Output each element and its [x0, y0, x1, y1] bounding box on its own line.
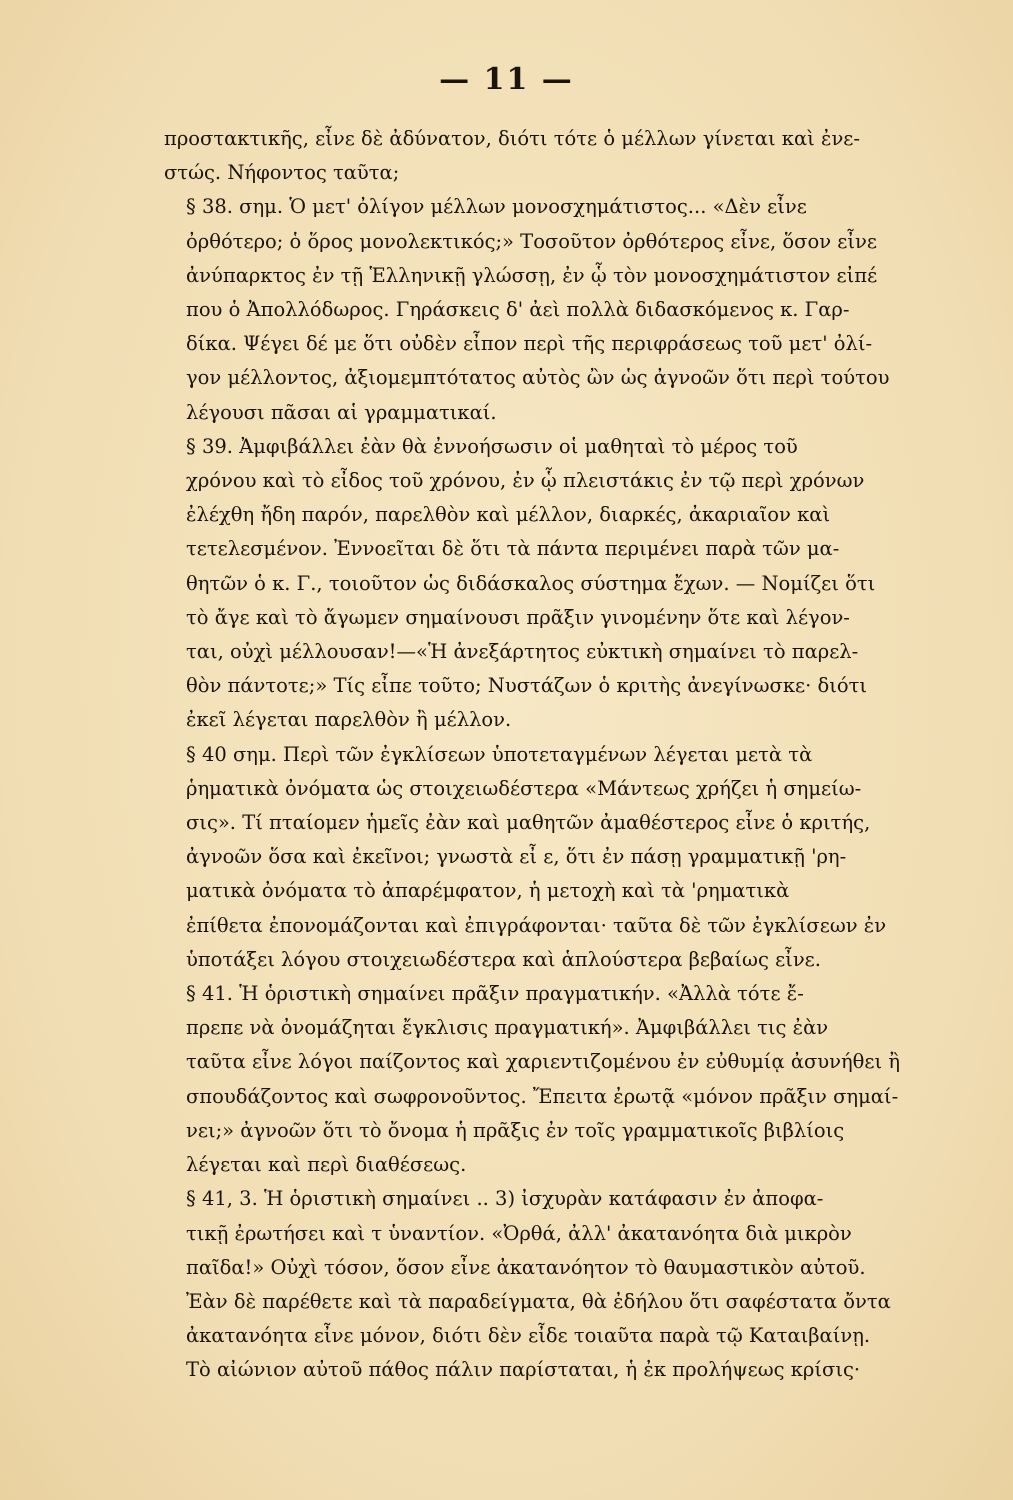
text-line: Τὸ αἰώνιον αὐτοῦ πάθος πάλιν παρίσταται, ἡ ἐκ προλήψεως κρίσις·: [186, 1358, 861, 1382]
paragraph-section-41: [164, 977, 906, 1182]
paragraph: [164, 122, 906, 190]
text-line: ὀρθότερο; ὁ ὅρος μονολεκτικός;» Τοσοῦτον ὀρθότερος εἶνε, ὅσον εἶνε: [186, 229, 877, 253]
text-line: § 40 σημ. Περὶ τῶν ἐγκλίσεων ὑποτεταγμένων λέγεται μετὰ τὰ: [186, 742, 813, 766]
text-line: σις». Τί πταίομεν ἡμεῖς ἐὰν καὶ μαθητῶν ἀμαθέστερος εἶνε ὁ κριτής,: [186, 811, 871, 835]
text-line: λέγουσι πᾶσαι αἱ γραμματικαί.: [186, 400, 497, 424]
text-line: σπουδάζοντος καὶ σωφρονοῦντος. Ἔπειτα ἐρωτᾷ «μόνον πρᾶξιν σημαί-: [186, 1084, 899, 1108]
text-line: προστακτικῆς, εἶνε δὲ ἀδύνατον, διότι τότε ὁ μέλλων γίνεται καὶ ἐνε-: [164, 127, 860, 150]
text-line: ῥηματικὰ ὀνόματα ὡς στοιχειωδέστερα «Μάντεως χρήζει ἡ σημείω-: [186, 776, 862, 800]
text-line: § 41. Ἡ ὁριστικὴ σημαίνει πρᾶξιν πραγματικήν. «Ἀλλὰ τότε ἔ-: [186, 982, 804, 1006]
text-line: ὑποτάξει λόγου στοιχειωδέστερα καὶ ἁπλούστερα βεβαίως εἶνε.: [186, 947, 821, 971]
text-line: § 39. Ἀμφιβάλλει ἐὰν θὰ ἐννοήσωσιν οἱ μαθηταὶ τὸ μέρος τοῦ: [186, 434, 798, 458]
text-line: § 41, 3. Ἡ ὁριστικὴ σημαίνει .. 3) ἰσχυρὰν κατάφασιν ἐν ἀποφα-: [186, 1187, 824, 1211]
text-line: ἐκεῖ λέγεται παρελθὸν ἢ μέλλον.: [186, 708, 512, 732]
text-line: που ὁ Ἀπολλόδωρος. Γηράσκεις δ' ἀεὶ πολλὰ διδασκόμενος κ. Γαρ-: [186, 298, 850, 322]
text-line: Ἐὰν δὲ παρέθετε καὶ τὰ παραδείγματα, θὰ ἐδήλου ὅτι σαφέστατα ὄντα: [186, 1289, 891, 1313]
text-line: ἐπίθετα ἐπονομάζονται καὶ ἐπιγράφονται· ταῦτα δὲ τῶν ἐγκλίσεων ἐν: [186, 913, 887, 937]
text-line: ἐλέχθη ἤδη παρόν, παρελθὸν καὶ μέλλον, διαρκές, ἀκαριαῖον καὶ: [186, 503, 831, 527]
paragraph-section-40: [164, 738, 906, 977]
text-line: ἀκατανόητα εἶνε μόνον, διότι δὲν εἶδε τοιαῦτα παρὰ τῷ Καταιβαίνῃ.: [186, 1324, 871, 1348]
paragraph-section-39: [164, 430, 906, 738]
body-text: [164, 122, 906, 1388]
text-line: τετελεσμένον. Ἐννοεῖται δὲ ὅτι τὰ πάντα περιμένει παρὰ τῶν μα-: [186, 537, 840, 561]
text-line: § 38. σημ. Ὁ μετ' ὀλίγον μέλλων μονοσχημάτιστος... «Δὲν εἶνε: [186, 195, 807, 219]
text-line: ἀγνοῶν ὅσα καὶ ἐκεῖνοι; γνωστὰ εἶ ε, ὅτι ἐν πάσῃ γραμματικῇ 'ρη-: [186, 845, 847, 869]
text-line: γον μέλλοντος, ἀξιομεμπτότατος αὐτὸς ὢν ὡς ἀγνοῶν ὅτι περὶ τούτου: [186, 366, 890, 390]
text-line: λέγεται καὶ περὶ διαθέσεως.: [186, 1153, 467, 1177]
text-line: θὸν πάντοτε;» Τίς εἶπε τοῦτο; Νυστάζων ὁ κριτὴς ἀνεγίνωσκε· διότι: [186, 674, 868, 698]
text-line: πρεπε νὰ ὀνομάζηται ἔγκλισις πραγματική». Ἀμφιβάλλει τις ἐὰν: [186, 1016, 829, 1040]
page-number: — 11 —: [439, 62, 574, 97]
text-line: θητῶν ὁ κ. Γ., τοιοῦτον ὡς διδάσκαλος σύστημα ἔχων. — Νομίζει ὅτι: [186, 571, 876, 595]
text-line: ταῦτα εἶνε λόγοι παίζοντος καὶ χαριεντιζομένου ἐν εὐθυμίᾳ ἀσυνήθει ἢ: [186, 1050, 901, 1074]
text-line: ἀνύπαρκτος ἐν τῇ Ἑλληνικῇ γλώσσῃ, ἐν ᾧ τὸν μονοσχημάτιστον εἰπέ: [186, 263, 878, 287]
text-line: δίκα. Ψέγει δέ με ὅτι οὐδὲν εἶπον περὶ τῆς περιφράσεως τοῦ μετ' ὀλί-: [186, 332, 873, 356]
text-line: τικῇ ἐρωτήσει καὶ τ ὑναντίον. «Ὀρθά, ἀλλ' ἀκατανόητα διὰ μικρὸν: [186, 1221, 852, 1245]
paragraph-section-38: [164, 190, 906, 429]
text-line: τὸ ἄγε καὶ τὸ ἄγωμεν σημαίνουσι πρᾶξιν γινομένην ὅτε καὶ λέγον-: [186, 605, 850, 629]
text-line: νει;» ἀγνοῶν ὅτι τὸ ὄνομα ἡ πρᾶξις ἐν τοῖς γραμματικοῖς βιβλίοις: [186, 1118, 845, 1142]
text-line: στώς. Νήφοντος ταῦτα;: [164, 161, 400, 185]
text-line: ται, οὐχὶ μέλλουσαν!—«Ἡ ἀνεξάρτητος εὐκτικὴ σημαίνει τὸ παρελ-: [186, 640, 859, 664]
text-line: χρόνου καὶ τὸ εἶδος τοῦ χρόνου, ἐν ᾧ πλειστάκις ἐν τῷ περὶ χρόνων: [186, 469, 865, 493]
paragraph-section-41-3: [164, 1182, 906, 1387]
text-line: παῖδα!» Οὐχὶ τόσον, ὅσον εἶνε ἀκατανόητον τὸ θαυμαστικὸν αὐτοῦ.: [186, 1255, 866, 1279]
text-line: ματικὰ ὀνόματα τὸ ἀπαρέμφατον, ἡ μετοχὴ καὶ τὰ 'ρηματικὰ: [186, 879, 790, 903]
